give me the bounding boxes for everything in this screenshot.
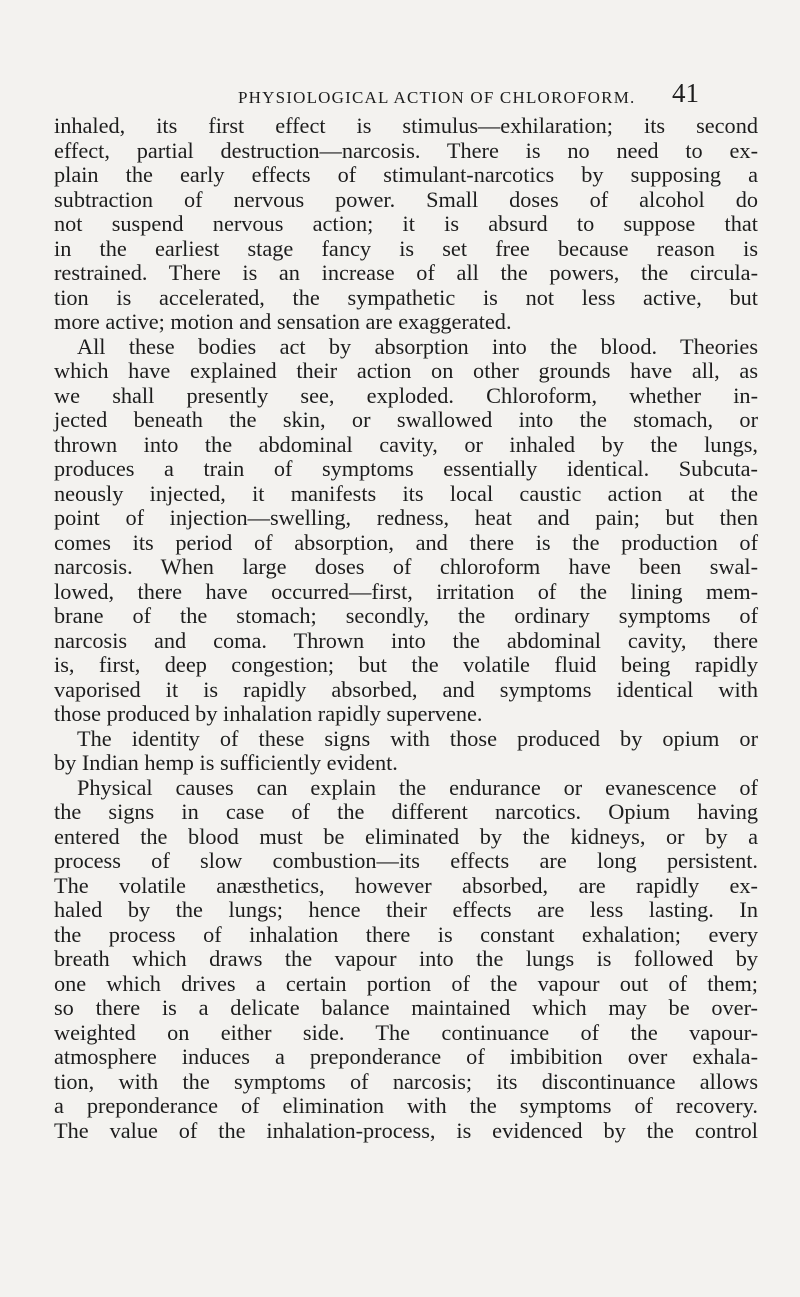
text-line: The identity of these signs with those produced by opium or: [77, 725, 758, 751]
text-line: in the earliest stage fancy is set free because reason is: [54, 235, 758, 261]
text-line: by Indian hemp is sufficiently evident.: [54, 750, 398, 775]
text-line: more active; motion and sensation are exaggerated.: [54, 309, 512, 334]
text-line: thrown into the abdominal cavity, or inhaled by the lungs,: [54, 431, 758, 457]
text-line: we shall presently see, exploded. Chloroform, whether in-: [54, 382, 758, 408]
text-line: All these bodies act by absorption into the blood. Theories: [77, 333, 758, 359]
body-text: [54, 114, 758, 1143]
text-line: point of injection—swelling, redness, heat and pain; but then: [54, 505, 758, 530]
text-line: the signs in case of the different narcotics. Opium having: [54, 799, 758, 824]
text-line: entered the blood must be eliminated by the kidneys, or by a: [54, 823, 758, 849]
text-line: plain the early effects of stimulant-narcotics by supposing a: [54, 162, 758, 187]
text-line: The volatile anæsthetics, however absorbed, are rapidly ex-: [54, 872, 758, 898]
text-line: which have explained their action on other grounds have all, as: [54, 358, 758, 383]
text-line: restrained. There is an increase of all the powers, the circula-: [54, 260, 758, 285]
text-line: jected beneath the skin, or swallowed into the stomach, or: [54, 407, 758, 432]
text-line: lowed, there have occurred—first, irritation of the lining mem-: [54, 578, 758, 604]
page-number: 41: [672, 78, 699, 108]
text-line: Physical causes can explain the endurance or evanescence of: [77, 774, 758, 800]
text-line: weighted on either side. The continuance of the vapour-: [54, 1019, 758, 1045]
text-line: effect, partial destruction—narcosis. There is no need to ex-: [54, 137, 758, 163]
text-line: tion is accelerated, the sympathetic is not less active, but: [54, 284, 758, 310]
text-line: comes its period of absorption, and there is the production of: [54, 529, 758, 555]
paragraph-2: [54, 335, 758, 776]
text-line: The value of the inhalation-process, is evidenced by the control: [54, 1117, 758, 1143]
paragraph-3: [54, 776, 758, 1144]
running-head: PHYSIOLOGICAL ACTION OF CHLOROFORM.: [238, 88, 636, 107]
text-line: narcosis and coma. Thrown into the abdominal cavity, there: [54, 627, 758, 653]
text-line: vaporised it is rapidly absorbed, and symptoms identical with: [54, 676, 758, 702]
text-line: atmosphere induces a preponderance of imbibition over exhala-: [54, 1044, 758, 1069]
text-line: inhaled, its first effect is stimulus—exhilaration; its second: [54, 113, 758, 138]
text-line: tion, with the symptoms of narcosis; its discontinuance allows: [54, 1068, 758, 1094]
text-line: a preponderance of elimination with the symptoms of recovery.: [54, 1093, 758, 1118]
text-line: haled by the lungs; hence their effects are less lasting. In: [54, 897, 758, 922]
text-line: neously injected, it manifests its local caustic action at the: [54, 480, 758, 506]
text-line: narcosis. When large doses of chloroform have been swal-: [54, 554, 758, 579]
paragraph-1: [54, 114, 758, 335]
text-line: breath which draws the vapour into the lungs is followed by: [54, 946, 758, 971]
text-line: one which drives a certain portion of the vapour out of them;: [54, 970, 758, 996]
text-line: brane of the stomach; secondly, the ordinary symptoms of: [54, 603, 758, 628]
text-line: subtraction of nervous power. Small doses of alcohol do: [54, 186, 758, 212]
text-line: process of slow combustion—its effects are long persistent.: [54, 848, 758, 873]
text-line: is, first, deep congestion; but the volatile fluid being rapidly: [54, 652, 758, 677]
text-line: so there is a delicate balance maintained which may be over-: [54, 995, 758, 1020]
text-line: those produced by inhalation rapidly supervene.: [54, 701, 483, 726]
text-line: the process of inhalation there is constant exhalation; every: [54, 921, 758, 947]
text-line: not suspend nervous action; it is absurd to suppose that: [54, 211, 758, 236]
text-line: produces a train of symptoms essentially identical. Subcuta-: [54, 456, 758, 481]
